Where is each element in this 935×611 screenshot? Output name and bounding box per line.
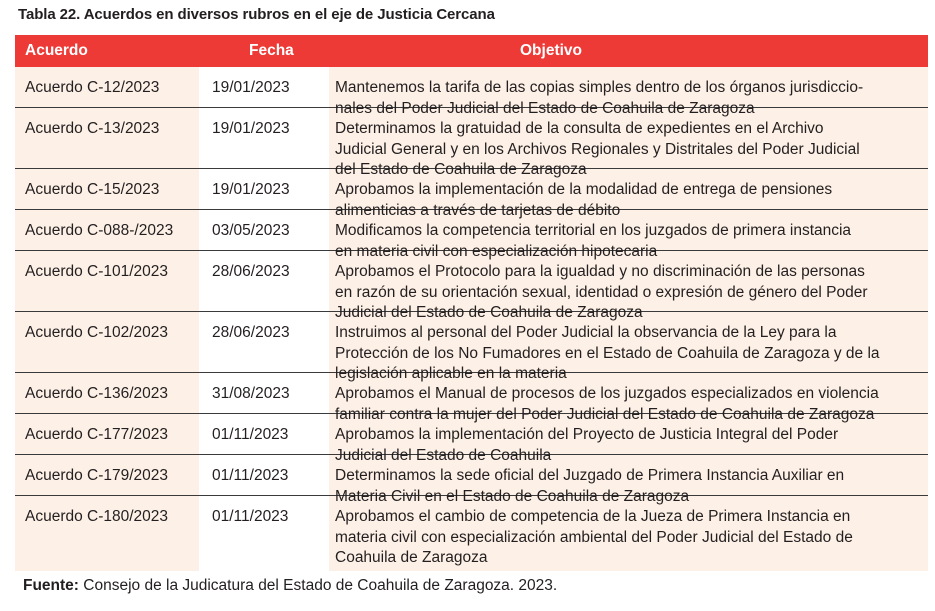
table-row [15,312,928,382]
cell-objetivo: Aprobamos el Manual de procesos de los juzgados especializados en violencia familiar contra la mujer del Poder Judicial del Estado de Coahuila de Zaragoza [335,385,879,423]
table-row [15,210,928,260]
header-fecha: Fecha [249,42,294,59]
cell-objetivo: Aprobamos el cambio de competencia de la Jueza de Primera Instancia en materia civil con especialización ambiental del Poder Judicial del Estado de Coahuila de Zaragoza [335,508,853,566]
cell-fecha: 28/06/2023 [212,263,290,280]
cell-acuerdo: Acuerdo C-12/2023 [25,79,160,96]
cell-fecha: 31/08/2023 [212,385,290,402]
table-row [15,108,928,178]
table-body [15,67,928,566]
cell-fecha: 01/11/2023 [212,467,289,484]
cell-objetivo: Aprobamos la implementación del Proyecto de Justicia Integral del Poder Judicial del Estado de Coahuila [335,426,839,464]
table-row [15,414,928,464]
table-row [15,169,928,219]
source-text: Consejo de la Judicatura del Estado de Coahuila de Zaragoza. 2023. [78,577,558,594]
cell-fecha: 01/11/2023 [212,508,289,525]
cell-acuerdo: Acuerdo C-136/2023 [25,385,169,402]
cell-fecha: 28/06/2023 [212,324,290,341]
table-row [15,373,928,423]
table-row [15,455,928,505]
table-header [15,35,928,67]
header-acuerdo: Acuerdo [25,42,88,59]
cell-objetivo: Aprobamos la implementación de la modalidad de entrega de pensiones alimenticias a través de tarjetas de débito [335,181,833,219]
agreements-table [15,35,928,571]
cell-objetivo: Modificamos la competencia territorial en los juzgados de primera instancia en materia civil con especialización hipotecaria [335,222,852,260]
cell-acuerdo: Acuerdo C-179/2023 [25,467,169,484]
source-label: Fuente: [23,577,79,594]
cell-acuerdo: Acuerdo C-180/2023 [25,508,169,525]
cell-fecha: 19/01/2023 [212,120,290,137]
cell-fecha: 01/11/2023 [212,426,289,443]
table-row [15,251,928,321]
cell-fecha: 19/01/2023 [212,79,290,96]
cell-acuerdo: Acuerdo C-177/2023 [25,426,169,443]
table-caption: Tabla 22. Acuerdos en diversos rubros en el eje de Justicia Cercana [18,6,495,23]
cell-acuerdo: Acuerdo C-13/2023 [25,120,160,137]
cell-acuerdo: Acuerdo C-102/2023 [25,324,169,341]
cell-fecha: 03/05/2023 [212,222,290,239]
cell-objetivo: Instruimos al personal del Poder Judicial la observancia de la Ley para la Protección de los No Fumadores en el Estado de Coahuila de Zaragoza y de la legislación aplicable en la materia [335,324,880,382]
cell-acuerdo: Acuerdo C-101/2023 [25,263,169,280]
cell-objetivo: Determinamos la gratuidad de la consulta de expedientes en el Archivo Judicial General y en los Archivos Regionales y Distritales del Poder Judicial del Estado de Coahuila de Zaragoza [335,120,860,178]
cell-fecha: 19/01/2023 [212,181,290,198]
cell-objetivo: Aprobamos el Protocolo para la igualdad y no discriminación de las personas en razón de su orientación sexual, identidad o expresión de género del Poder Judicial del Estado de Coahuila de Zaragoza [335,263,868,321]
cell-objetivo: Determinamos la sede oficial del Juzgado de Primera Instancia Auxiliar en Materia Civil en el Estado de Coahuila de Zaragoza [335,467,845,505]
header-objetivo: Objetivo [520,42,583,59]
table-row [15,67,928,117]
cell-acuerdo: Acuerdo C-15/2023 [25,181,160,198]
source-note [23,577,557,595]
table-row [15,496,928,566]
cell-acuerdo: Acuerdo C-088-/2023 [25,222,174,239]
cell-objetivo: Mantenemos la tarifa de las copias simples dentro de los órganos jurisdiccio- nales del Poder Judicial del Estado de Coahuila de Zaragoza [335,79,864,117]
